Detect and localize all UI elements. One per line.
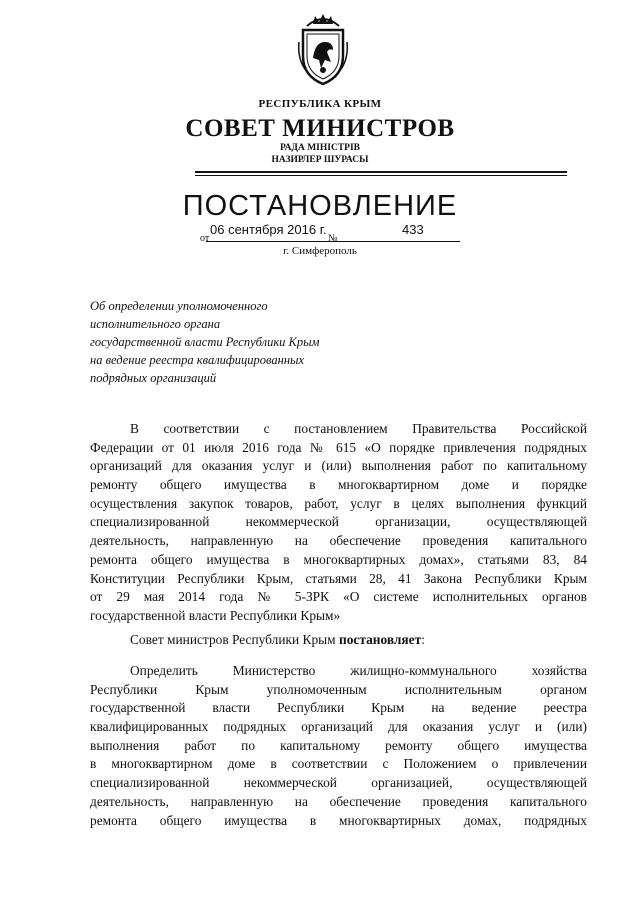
paragraph-line: государственной власти Республики Крым» <box>90 607 341 623</box>
paragraph-line: Определить Министерство жилищно-коммунального хозяйства <box>130 663 587 678</box>
paragraph-line: Республики Крым уполномоченным исполнительным органом <box>90 681 587 697</box>
paragraph-line: от 29 мая 2014 года № 5-ЗРК «О системе исполнительных органов <box>90 589 587 605</box>
paragraph-line: квалифицированных подрядных организаций для оказания услуг и (или) <box>90 719 587 735</box>
subject-line: на ведение реестра квалифицированных <box>90 353 305 367</box>
resolution-statement <box>130 632 425 648</box>
header-divider-thick <box>195 171 567 173</box>
paragraph-line: государственной власти Республики Крым на ведение реестра <box>90 700 587 716</box>
coat-of-arms-emblem <box>297 12 349 86</box>
subject-line: Об определении уполномоченного <box>90 299 268 313</box>
subject-line: государственной власти Республики Крым <box>90 335 320 349</box>
resolution-colon: : <box>421 632 425 647</box>
operative-paragraph <box>90 662 587 830</box>
issue-city: г. Симферополь <box>283 245 357 257</box>
paragraph-line: выполнения работ по капитальному ремонту общего имущества <box>90 737 587 753</box>
date-prefix: от <box>200 233 210 244</box>
decree-subject <box>90 297 390 387</box>
paragraph-line: деятельность, направленную на обеспечение проведения капитального <box>90 793 587 809</box>
subject-line: исполнительного органа <box>90 317 221 331</box>
number-sign: № <box>328 233 338 244</box>
decree-date: 06 сентября 2016 г. <box>210 222 327 237</box>
council-title-ukrainian: РАДА МІНІСТРІВ <box>279 143 360 153</box>
resolution-verb: постановляет <box>338 632 422 647</box>
resolution-prefix: Совет министров Республики Крым <box>130 632 339 647</box>
subject-line: подрядных организаций <box>90 371 217 385</box>
council-title-crimean-tatar: НАЗИРЛЕР ШУРАСЫ <box>271 155 369 165</box>
paragraph-line: специализированной некоммерческой организации, осуществляющей <box>90 514 587 530</box>
decree-date-number-line <box>200 222 460 244</box>
paragraph-line: ремонта общего имущества в многоквартирных домах», статьями 83, 84 <box>90 551 587 567</box>
paragraph-line: организаций для оказания услуг и (или) выполнения работ по капитальному <box>90 458 587 474</box>
republic-name: РЕСПУБЛИКА КРЫМ <box>258 98 382 110</box>
preamble-paragraph <box>90 420 587 626</box>
paragraph-line: специализированной некоммерческой организацией, осуществляющей <box>90 775 587 791</box>
paragraph-line: В соответствии с постановлением Правительства Российской <box>130 421 587 436</box>
paragraph-line: Конституции Республики Крым, статьями 28, 41 Закона Республики Крым <box>90 570 587 586</box>
header-divider-thin <box>195 175 567 176</box>
council-title: СОВЕТ МИНИСТРОВ <box>185 115 455 142</box>
date-underline <box>206 241 460 242</box>
paragraph-line: деятельность, направленную на обеспечение проведения капитального <box>90 533 587 549</box>
paragraph-line: ремонта общего имущества в многоквартирных домах, подрядных <box>90 812 587 828</box>
paragraph-line: ремонту общего имущества в многоквартирном доме и порядке <box>90 477 587 493</box>
paragraph-line: осуществления закупок товаров, работ, услуг в целях выполнения функций <box>90 495 587 511</box>
paragraph-line: Федерации от 01 июля 2016 года № 615 «О порядке привлечения подрядных <box>90 439 587 455</box>
document-type-title: ПОСТАНОВЛЕНИЕ <box>182 190 458 222</box>
paragraph-line: в многоквартирном доме в соответствии с Положением о привлечении <box>90 756 587 772</box>
decree-number: 433 <box>402 222 424 237</box>
